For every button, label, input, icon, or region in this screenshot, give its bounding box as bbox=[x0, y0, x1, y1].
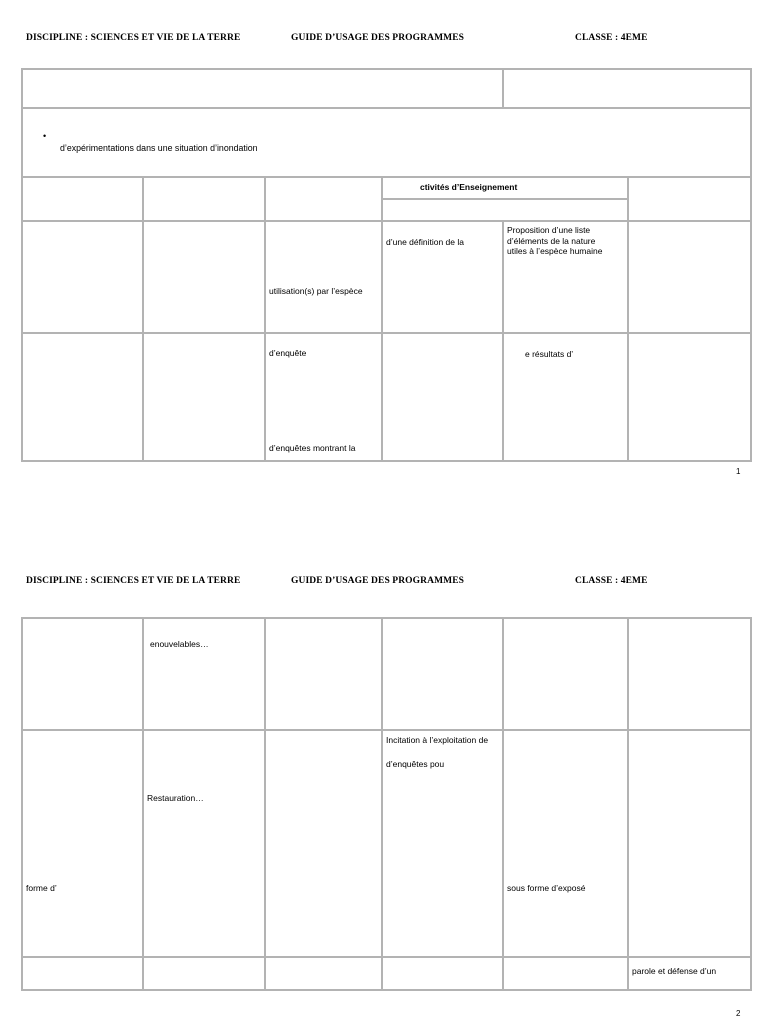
page-number: 1 bbox=[736, 467, 741, 476]
table-cell bbox=[503, 221, 628, 333]
empty-cell bbox=[265, 957, 382, 990]
cell-text: forme d’ bbox=[26, 883, 57, 893]
empty-cell bbox=[22, 333, 143, 461]
intro-text: d’expérimentations dans une situation d’inondation bbox=[60, 143, 258, 153]
cell-text: utilisation(s) par l’espèce bbox=[269, 286, 363, 296]
empty-cell bbox=[628, 333, 751, 461]
guide-label: GUIDE D’USAGE DES PROGRAMMES bbox=[291, 33, 465, 43]
intro-cell bbox=[22, 108, 751, 177]
empty-cell bbox=[628, 618, 751, 730]
empty-cell bbox=[503, 69, 751, 108]
empty-cell bbox=[382, 618, 503, 730]
cell-text: d’enquête bbox=[269, 348, 307, 358]
cell-text: Restauration… bbox=[147, 793, 204, 803]
table-cell bbox=[265, 333, 382, 461]
page1-table bbox=[21, 68, 752, 462]
cell-text: d’enquêtes pou bbox=[386, 759, 445, 769]
empty-cell bbox=[22, 618, 143, 730]
empty-cell bbox=[143, 177, 265, 221]
empty-cell bbox=[22, 69, 503, 108]
empty-cell bbox=[143, 957, 265, 990]
empty-cell bbox=[628, 177, 751, 221]
empty-cell bbox=[628, 221, 751, 333]
cell-text-line: utiles à l’espèce humaine bbox=[507, 246, 603, 256]
empty-cell bbox=[382, 333, 503, 461]
bullet-marker: • bbox=[43, 131, 47, 141]
cell-text: enouvelables… bbox=[150, 639, 209, 649]
activities-header-cell bbox=[382, 177, 628, 199]
cell-text-line: d’éléments de la nature bbox=[507, 235, 596, 246]
cell-text: Incitation à l’exploitation de bbox=[386, 735, 489, 745]
empty-cell bbox=[265, 618, 382, 730]
empty-cell bbox=[22, 221, 143, 333]
table-cell bbox=[143, 730, 265, 957]
empty-cell bbox=[503, 618, 628, 730]
table-cell bbox=[503, 730, 628, 957]
empty-cell bbox=[143, 221, 265, 333]
discipline-label: DISCIPLINE : SCIENCES ET VIE DE LA TERRE bbox=[26, 33, 241, 43]
classe-label: CLASSE : 4EME bbox=[575, 576, 648, 586]
table-cell bbox=[503, 333, 628, 461]
classe-label: CLASSE : 4EME bbox=[575, 33, 648, 43]
page-number: 2 bbox=[736, 1009, 741, 1018]
cell-text-line: Proposition d’une liste bbox=[507, 225, 591, 235]
guide-label: GUIDE D’USAGE DES PROGRAMMES bbox=[291, 576, 465, 586]
cell-text: e résultats d’ bbox=[525, 349, 574, 359]
table-cell bbox=[143, 618, 265, 730]
empty-cell bbox=[265, 177, 382, 221]
table-cell bbox=[265, 221, 382, 333]
table-cell bbox=[382, 221, 503, 333]
cell-text: parole et défense d’un bbox=[632, 966, 717, 976]
cell-text: d’une définition de la bbox=[386, 237, 464, 247]
cell-text: d’enquêtes montrant la bbox=[269, 443, 356, 453]
discipline-label: DISCIPLINE : SCIENCES ET VIE DE LA TERRE bbox=[26, 576, 241, 586]
activities-header: ctivités d’Enseignement bbox=[420, 182, 518, 192]
empty-cell bbox=[265, 730, 382, 957]
page1-header bbox=[26, 33, 648, 43]
table-cell bbox=[628, 957, 751, 990]
table-cell bbox=[22, 730, 143, 957]
empty-cell bbox=[22, 957, 143, 990]
empty-cell bbox=[143, 333, 265, 461]
empty-cell bbox=[628, 730, 751, 957]
empty-cell bbox=[503, 957, 628, 990]
table-cell bbox=[382, 730, 503, 957]
page2-header bbox=[26, 576, 648, 586]
empty-cell bbox=[22, 177, 143, 221]
page2-table bbox=[21, 617, 752, 991]
empty-cell bbox=[382, 199, 628, 221]
empty-cell bbox=[382, 957, 503, 990]
cell-text: sous forme d’exposé bbox=[507, 883, 586, 893]
